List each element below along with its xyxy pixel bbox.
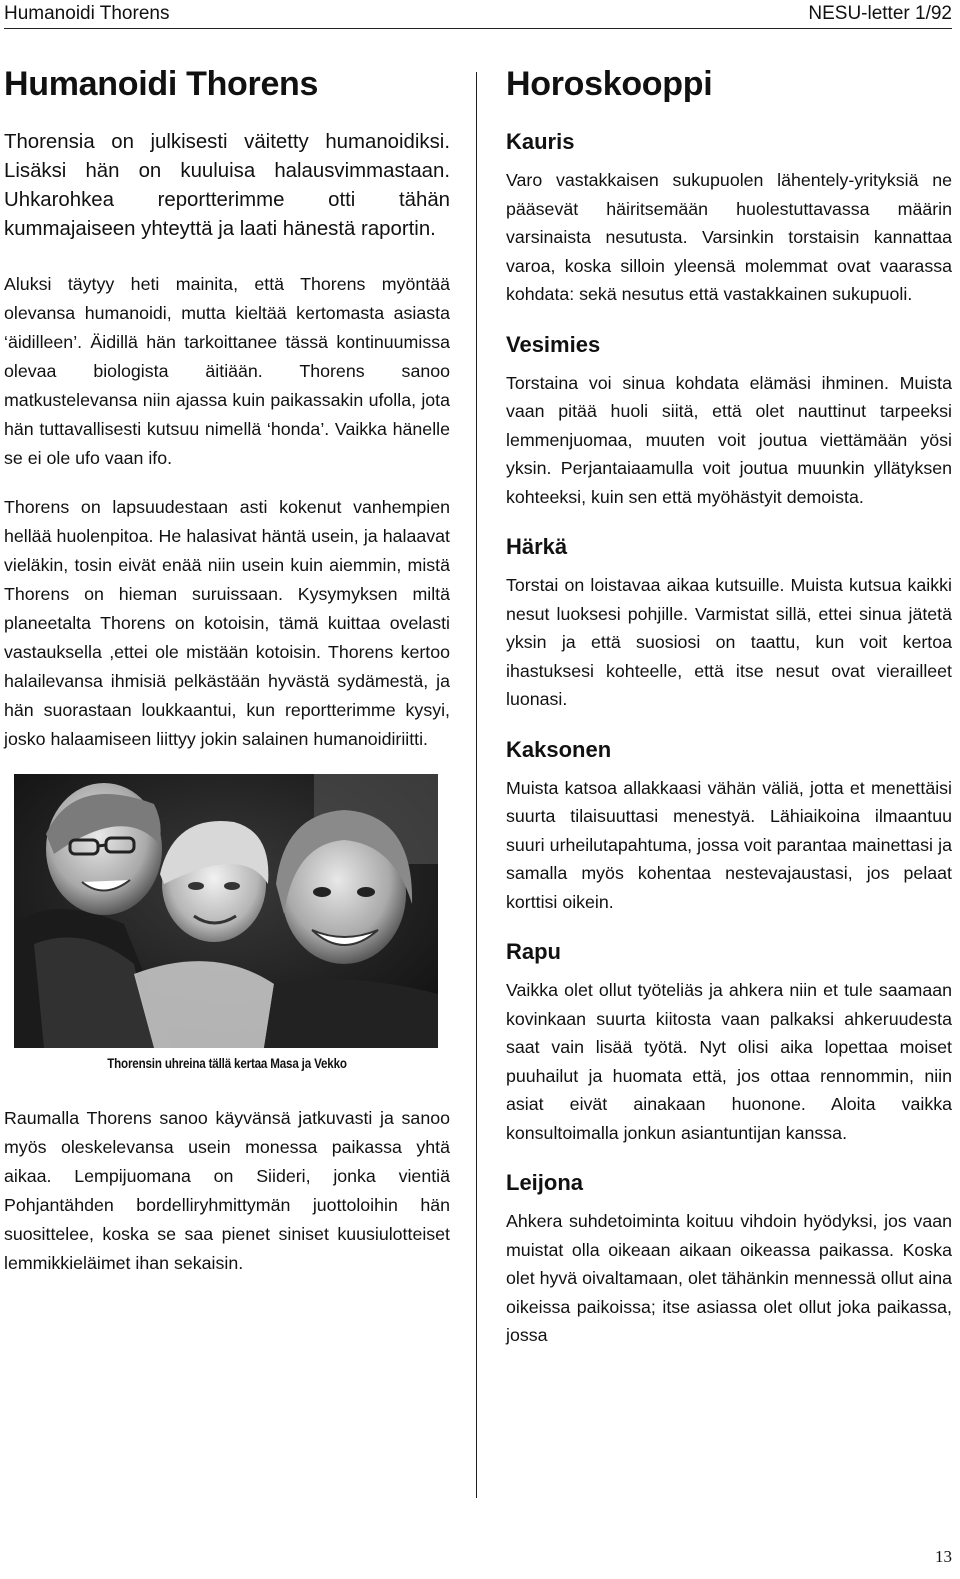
sign-title-kauris: Kauris [506,129,575,154]
header-issue: NESU-letter 1/92 [808,3,952,24]
sign-text-vesimies: Torstaina voi sinua kohdata elämäsi ihminen. Muista vaan pitää huoli siitä, että olet nauttinut tarpeeksi lemmenjuomaa, muuten voit joutua viettämään yösi yksin. Perjantaiaamulla voit joutua muunkin yllätyksen kohteeksi, kuin sen että myöhästyit demoista. [506,372,952,507]
photo-illustration [14,774,438,1048]
header-left-title: Humanoidi Thorens [4,3,170,24]
article-paragraph-2: Thorens on lapsuudestaan asti kokenut vanhempien hellää huolenpitoa. He halasivat häntä usein, ja halaavat vieläkin, tosin eivät enää niin usein kuin aiemmin, mistä Thorens on hieman suruissaan. Kysymyksen miltä planeetalta Thorens on kotoisin, tämä kuittaa ovelasti vastauksella ,ettei ole mistään kotoisin. Thorens kertoo halailevansa ihmisiä pelkästään hyvästä sydämestä, ja hän suorastaan loukkaantui, kun reportterimme kysyi, josko halaamiseen liittyy jokin salainen humanoidiriitti. [4,497,450,749]
sign-title-rapu: Rapu [506,939,561,964]
article-paragraph-1: Aluksi täytyy heti mainita, että Thorens myöntää olevansa humanoidi, mutta kieltää kertomasta asiasta ‘äidilleen’. Äidillä hän tarkoittanee tässä kontinuumissa olevaa biologista äitiään. Thorens sanoo matkustelevansa niin ajassa kuin paikassakin ufolla, jota hän tuttavallisesti kutsuu nimellä ‘honda’. Vaikka hänelle se ei ole ufo vaan ifo. [4,274,450,468]
article-title: Humanoidi Thorens [4,65,319,103]
article-photo [14,774,438,1048]
horoscope-title: Horoskooppi [506,65,713,103]
sign-text-harka: Torstai on loistavaa aikaa kutsuille. Muista kutsua kaikki nesut luoksesi pohjille. Varmistat sillä, ettei sinua jätetä yksin ja että suosiosi on taattu, kun voit kertoa ihastuksesi kohteelle, että itse nesut ovat vierailleet luonasi. [506,575,952,709]
sign-title-kaksonen: Kaksonen [506,736,612,762]
sign-text-rapu: Vaikka olet ollut työteliäs ja ahkera niin et tule saamaan kovinkaan suurta kiitosta vaan palkaksi ahkeruudesta saat vain lisää työtä. Nyt olisi aika lopettaa moiset puuhailut ja huomata että, jos ottaa rennommin, niin asiat eivät ainakaan huonone. Aloita vaikka konsultoimalla jonkun asiantuntijan kanssa. [506,980,952,1143]
column-divider [476,72,477,1498]
sign-text-kaksonen: Muista katsoa allakkaasi vähän väliä, jotta et menettäisi suurta tilaisuuttasi menestyä. Lähiaikoina ilmaantuu suuri urheilutapahtuma, jossa voit parantaa mainettasi ja samalla myös kohentaa nestevajaustasi, jos pelaat korttisi oikein. [506,777,952,912]
running-header [4,0,952,29]
sign-title-harka: Härkä [506,534,568,559]
article-lead: Thorensia on julkisesti väitetty humanoidiksi. Lisäksi hän on kuuluisa halausvimmastaan. Uhkarohkea reportterimme otti tähän kummajaiseen yhteyttä ja laati hänestä raportin. [4,131,450,240]
sign-text-kauris: Varo vastakkaisen sukupuolen lähentely-yrityksiä ne pääsevät häiritsemään huolestuttavassa määrin varsinaista nesutusta. Varsinkin torstaisin kannattaa varoa, koska silloin yleensä molemmat ovat vaarassa kohdata: sekä nesutus että vastakkainen sukupuoli. [506,170,952,304]
article-closing-paragraph: Raumalla Thorens sanoo käyvänsä jatkuvasti ja sanoo myös oleskelevansa usein monessa paikassa yhtä aikaa. Lempijuomana on Siideri, jonka vientiä Pohjantähden bordelliryhmittymän juottoloihin hän suosittelee, koska se saa pienet siniset kuusiulotteiset lemmikkieläimet ihan sekaisin. [4,1108,450,1273]
sign-title-leijona: Leijona [506,1170,584,1195]
sign-title-vesimies: Vesimies [506,331,601,357]
article-column [4,58,450,1298]
photo-caption: Thorensin uhreina tällä kertaa Masa ja Vekko [107,1056,347,1071]
page-number: 13 [935,1547,952,1566]
horoscope-column [506,58,952,1372]
sign-text-leijona: Ahkera suhdetoiminta koituu vihdoin hyödyksi, jos vaan muistat olla oikeaan aikaan oikeassa paikassa. Koska olet hyvä oivaltamaan, olet tähänkin mennessä ollut aina oikeissa paikoissa; itse asiassa olet ollut joka paikassa, jossa [506,1211,952,1345]
